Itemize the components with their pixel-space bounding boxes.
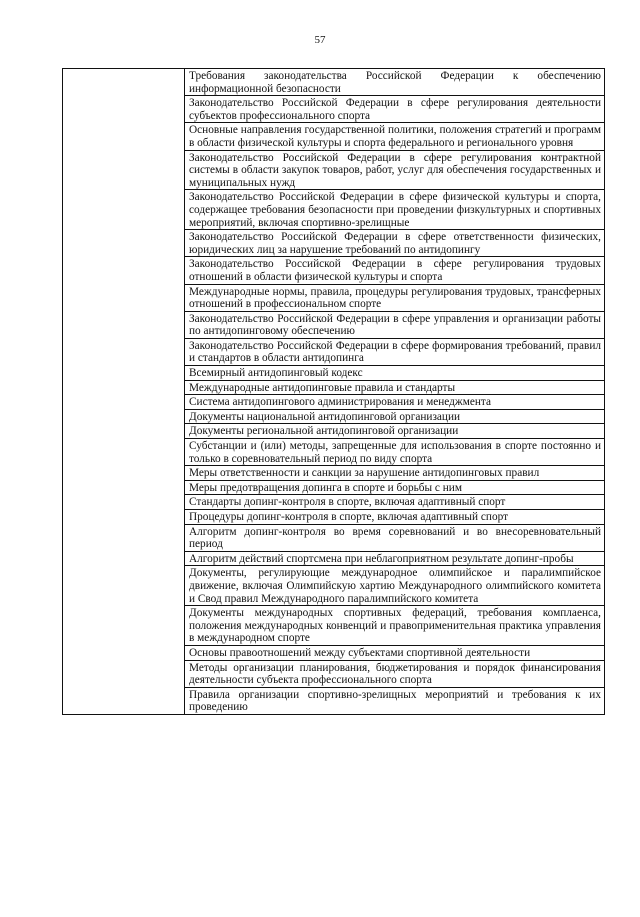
table-cell: [185, 439, 605, 466]
table-cell: [185, 150, 605, 190]
cell-text: Субстанции и (или) методы, запрещенные для использования в спорте постоянно и только в соревновательный период по виду спорта: [189, 440, 601, 465]
table-cell: [185, 123, 605, 150]
table-cell: [185, 510, 605, 525]
cell-text: Требования законодательства Российской Федерации к обеспечению информационной безопасности: [189, 70, 601, 95]
cell-text: Документы региональной антидопинговой организации: [189, 425, 459, 438]
cell-text: Методы организации планирования, бюджетирования и порядок финансирования деятельности субъекта профессионального спорта: [189, 661, 601, 687]
table-cell: [185, 380, 605, 395]
table-cell: [185, 311, 605, 338]
table-cell: [185, 409, 605, 424]
table-cell: [185, 551, 605, 566]
cell-text: Процедуры допинг-контроля в спорте, включая адаптивный спорт: [189, 511, 509, 523]
table-cell: [185, 257, 605, 284]
table-cell: [185, 69, 605, 96]
cell-text: Документы национальной антидопинговой организации: [189, 410, 461, 423]
table-cell: [185, 606, 605, 646]
cell-text: Законодательство Российской Федерации в сфере ответственности физических, юридических лиц за нарушение требований по антидопингу: [189, 231, 601, 256]
table-row: [63, 69, 605, 96]
table-cell: [185, 480, 605, 495]
table-cell: [185, 366, 605, 381]
cell-text: Законодательство Российской Федерации в сфере формирования требований, правил и стандартов в области антидопинга: [189, 339, 601, 365]
cell-text: Законодательство Российской Федерации в сфере управления и организации работы по антидопинговому обеспечению: [189, 312, 601, 338]
table-cell: [185, 566, 605, 606]
cell-text: Система антидопингового администрирования и менеджмента: [189, 396, 491, 409]
table-cell: [185, 338, 605, 365]
table-cell: [185, 524, 605, 551]
cell-text: Алгоритм действий спортсмена при неблагоприятном результате допинг-пробы: [189, 552, 574, 565]
left-column-cell: [63, 69, 185, 715]
table-cell: [185, 495, 605, 510]
cell-text: Документы международных спортивных федераций, требования комплаенса, положения международных конвенций и правоприменительная практика управления в международном спорте: [189, 607, 601, 645]
page-number: 57: [314, 34, 326, 46]
table-cell: [185, 687, 605, 714]
cell-text: Международные антидопинговые правила и стандарты: [189, 381, 456, 394]
table-cell: [185, 424, 605, 439]
cell-text: Основные направления государственной политики, положения стратегий и программ в области физической культуры и спорта федерального и регионального уровня: [189, 124, 601, 149]
cell-text: Законодательство Российской Федерации в сфере регулирования деятельности субъектов профессионального спорта: [189, 97, 601, 122]
table-cell: [185, 284, 605, 311]
table-cell: [185, 96, 605, 123]
cell-text: Алгоритм допинг-контроля во время соревнований и во внесоревновательный период: [189, 525, 601, 551]
cell-text: Законодательство Российской Федерации в сфере регулирования трудовых отношений в области физической культуры и спорта: [189, 258, 601, 283]
cell-text: Всемирный антидопинговый кодекс: [189, 367, 363, 380]
cell-text: Меры ответственности и санкции за нарушение антидопинговых правил: [189, 467, 540, 480]
cell-text: Меры предотвращения допинга в спорте и борьбы с ним: [189, 481, 462, 494]
cell-text: Документы, регулирующие международное олимпийское и паралимпийское движение, включая Олимпийскую хартию Международного олимпийского комитета и Свод правил Международного паралимпийского комитета: [189, 567, 601, 605]
table-cell: [185, 645, 605, 660]
cell-text: Законодательство Российской Федерации в сфере регулирования контрактной системы в области закупок товаров, работ, услуг для обеспечения государственных и муниципальных нужд: [189, 151, 601, 189]
table-cell: [185, 190, 605, 230]
cell-text: Стандарты допинг-контроля в спорте, включая адаптивный спорт: [189, 496, 506, 509]
table-cell: [185, 395, 605, 410]
knowledge-table: [62, 68, 605, 715]
cell-text: Законодательство Российской Федерации в сфере физической культуры и спорта, содержащее требования безопасности при проведении физкультурных и спортивных мероприятий, включая спортивно-зрелищные: [189, 191, 601, 229]
cell-text: Основы правоотношений между субъектами спортивной деятельности: [189, 646, 531, 659]
table-cell: [185, 466, 605, 481]
cell-text: Международные нормы, правила, процедуры регулирования трудовых, трансферных отношений в профессиональном спорте: [189, 285, 601, 311]
cell-text: Правила организации спортивно-зрелищных мероприятий и требования к их проведению: [189, 688, 601, 714]
table-cell: [185, 660, 605, 687]
table-cell: [185, 230, 605, 257]
